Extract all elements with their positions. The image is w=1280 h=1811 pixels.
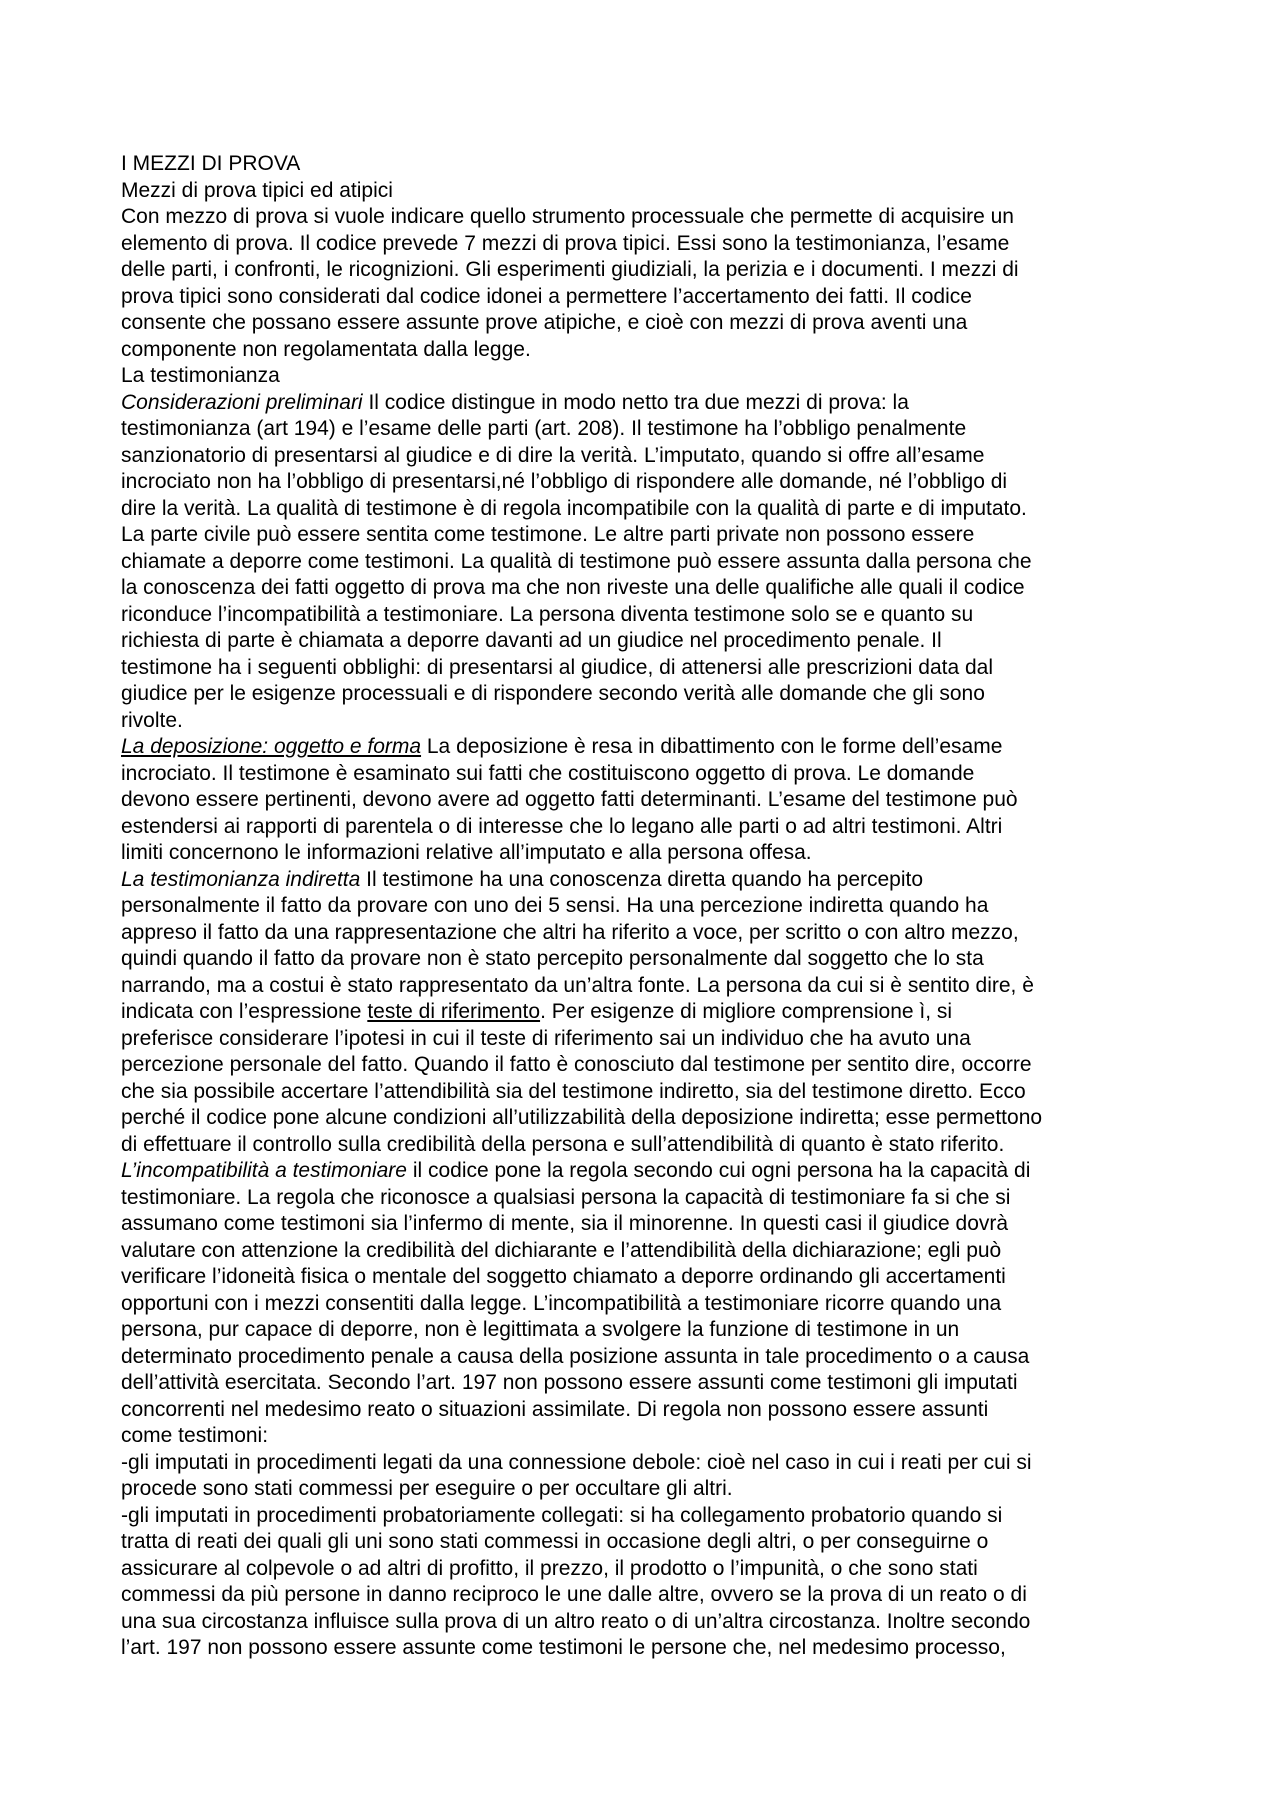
text-line [121,1582,1171,1609]
text-line [121,814,1171,841]
text-line [121,337,1171,364]
text-line [121,204,1171,231]
line-text: chiamate a deporre come testimoni. La qualità di testimone può essere assunta dalla persona che [121,549,1032,573]
line-text: come testimoni: [121,1424,269,1447]
text-line [121,1105,1171,1132]
line-text: La parte civile può essere sentita come testimone. Le altre parti private non possono essere [121,523,975,546]
line-text: perché il codice pone alcune condizioni all’utilizzabilità della deposizione indiretta; esse permettono [121,1106,1043,1129]
document-title: I MEZZI DI PROVA [121,152,301,175]
text-line [121,496,1171,523]
line-text: una sua circostanza influisce sulla prova di un altro reato o di un’altra circostanza. Inoltre secondo [121,1609,1031,1633]
line-text: delle parti, i confronti, le ricognizioni. Gli esperimenti giudiziali, la perizia e i documenti. I mezzi di [121,258,1019,281]
line-text: dell’attività esercitata. Secondo l’art. 197 non possono essere assunti come testimoni gli imputati [121,1371,1018,1394]
line-text: il codice pone la regola secondo cui ogni persona ha la capacità di [406,1159,1031,1182]
text-line [121,628,1171,655]
text-line [121,973,1171,1000]
line-text: limiti concernono le informazioni relative all’imputato e alla persona offesa. [121,841,812,864]
text-line [121,893,1171,920]
text-line [121,1344,1171,1371]
line-text: -gli imputati in procedimenti probatoriamente collegati: si ha collegamento probatorio quando si [121,1503,1003,1527]
line-text: -gli imputati in procedimenti legati da una connessione debole: cioè nel caso in cui i reati per cui si [121,1450,1032,1474]
section-heading: La testimonianza indiretta [121,867,361,891]
text-line [121,284,1171,311]
line-text: testimonianza (art 194) e l’esame delle parti (art. 208). Il testimone ha l’obbligo penalmente [121,417,967,440]
line-text: consente che possano essere assunte prove atipiche, e cioè con mezzi di prova aventi una [121,311,968,334]
line-text: prova tipici sono considerati dal codice idonei a permettere l’accertamento dei fatti. Il codice [121,284,972,308]
text-line [121,1529,1171,1556]
line-text: procede sono stati commessi per eseguire o per occultare gli altri. [121,1477,733,1500]
text-line [121,1238,1171,1265]
text-line [121,416,1171,443]
line-text: che sia possibile accertare l’attendibilità sia del testimone indiretto, sia del testimone diretto. Ecco [121,1079,1026,1103]
line-text: opportuni con i mezzi consentiti dalla legge. L’incompatibilità a testimoniare ricorre quando una [121,1291,1002,1315]
line-text: Il codice distingue in modo netto tra due mezzi di prova: la [362,390,909,414]
text-line [121,257,1171,284]
line-text: narrando, ma a costui è stato rappresentato da un’altra fonte. La persona da cui si è sentito dire, è [121,973,1034,997]
line-text: assicurare al colpevole o ad altri di profitto, il prezzo, il prodotto o l’impunità, o che sono stati [121,1556,978,1580]
underlined-term: teste di riferimento [367,1000,541,1023]
line-text: testimoniare. La regola che riconosce a qualsiasi persona la capacità di testimoniare fa si che si [121,1185,1011,1209]
text-line [121,602,1171,629]
section-heading: La deposizione: oggetto e forma [121,735,422,758]
line-text: preferisce considerare l’ipotesi in cui il teste di riferimento sai un individuo che ha avuto una [121,1026,971,1050]
line-text: incrociato non ha l’obbligo di presentarsi,né l’obbligo di rispondere alle domande, né l’obbligo di [121,470,1008,493]
text-line [121,1476,1171,1503]
line-text: estendersi ai rapporti di parentela o di interesse che lo legano alle parti o ad altri testimoni. Altri [121,814,1003,838]
section-heading: L’incompatibilità a testimoniare [121,1159,407,1182]
text-line [121,840,1171,867]
line-text: commessi da più persone in danno reciproco le une dalle altre, ovvero se la prova di un reato o di [121,1583,1027,1606]
text-line [121,469,1171,496]
text-line [121,522,1171,549]
text-line [121,1079,1171,1106]
line-text: Il testimone ha una conoscenza diretta quando ha percepito [360,867,924,891]
text-line [121,1158,1171,1185]
line-text: La testimonianza [121,364,280,387]
text-line [121,1556,1171,1583]
text-line [121,363,1171,390]
text-line [121,946,1171,973]
line-text: tratta di reati dei quali gli uni sono stati commessi in occasione degli altri, o per conseguirne o [121,1530,989,1553]
text-line [121,681,1171,708]
text-line [121,1185,1171,1212]
text-line [121,1132,1171,1159]
text-line [121,1609,1171,1636]
text-line [121,390,1171,417]
document-subtitle: Mezzi di prova tipici ed atipici [121,178,393,202]
line-text: valutare con attenzione la credibilità del dichiarante e l’attendibilità della dichiarazione; egli può [121,1238,1002,1262]
line-text: persona, pur capace di deporre, non è legittimata a svolgere la funzione di testimone in un [121,1318,960,1341]
text-line [121,1052,1171,1079]
text-line [121,1026,1171,1053]
line-text: La deposizione è resa in dibattimento con le forme dell’esame [421,735,1003,758]
text-line [121,787,1171,814]
line-text: indicata con l’espressione [121,1000,368,1023]
text-line [121,708,1171,735]
line-text: riconduce l’incompatibilità a testimoniare. La persona diventa testimone solo se e quanto su [121,602,974,626]
text-line [121,920,1171,947]
line-text: determinato procedimento penale a causa della posizione assunta in tale procedimento o a causa [121,1344,1030,1368]
text-line [121,1317,1171,1344]
line-text: assumano come testimoni sia l’infermo di mente, sia il minorenne. In questi casi il giudice dovrà [121,1212,1009,1235]
text-line [121,867,1171,894]
line-text: sanzionatorio di presentarsi al giudice e di dire la verità. L’imputato, quando si offre all’esame [121,443,985,467]
text-line [121,1423,1171,1450]
line-text: la conoscenza dei fatti oggetto di prova ma che non riveste una delle qualifiche alle quali il codice [121,576,1025,599]
line-text: quindi quando il fatto da provare non è stato percepito personalmente dal soggetto che lo sta [121,947,984,970]
text-line [121,1291,1171,1318]
line-text: elemento di prova. Il codice prevede 7 mezzi di prova tipici. Essi sono la testimonianza, l’esame [121,231,1010,255]
line-text: l’art. 197 non possono essere assunte come testimoni le persone che, nel medesimo processo, [121,1636,1006,1659]
text-line [121,1397,1171,1424]
text-line [121,549,1171,576]
line-text: testimone ha i seguenti obblighi: di presentarsi al giudice, di attenersi alle prescrizioni data dal [121,655,994,679]
line-text: verificare l’idoneità fisica o mentale del soggetto chiamato a deporre ordinando gli accertamenti [121,1265,1006,1288]
text-line [121,999,1171,1026]
line-text: rivolte. [121,708,183,732]
line-text: percezione personale del fatto. Quando il fatto è conosciuto dal testimone per sentito dire, occorre [121,1053,1032,1076]
text-line [121,1635,1171,1662]
line-text: richiesta di parte è chiamata a deporre davanti ad un giudice nel procedimento penale. Il [121,629,942,652]
line-text: appreso il fatto da una rappresentazione che altri ha riferito a voce, per scritto o con altro mezzo, [121,920,1019,944]
text-line [121,1503,1171,1530]
text-line [121,231,1171,258]
text-line [121,1211,1171,1238]
text-line [121,1370,1171,1397]
text-line [121,1450,1171,1477]
line-text: devono essere pertinenti, devono avere ad oggetto fatti determinanti. L’esame del testimone può [121,788,1018,811]
text-line [121,575,1171,602]
line-text-tail: . Per esigenze di migliore comprensione ì, si [540,1000,953,1023]
line-text: componente non regolamentata dalla legge. [121,337,531,361]
text-line [121,443,1171,470]
text-line [121,310,1171,337]
line-text: giudice per le esigenze processuali e di rispondere secondo verità alle domande che gli sono [121,682,985,705]
line-text: personalmente il fatto da provare con uno dei 5 sensi. Ha una percezione indiretta quando ha [121,894,989,917]
line-text: di effettuare il controllo sulla credibilità della persona e sull’attendibilità di quanto è stato riferito. [121,1132,1005,1156]
text-line [121,761,1171,788]
text-line [121,734,1171,761]
text-line [121,655,1171,682]
text-line [121,1264,1171,1291]
document-body [121,151,1171,1662]
line-text: incrociato. Il testimone è esaminato sui fatti che costituiscono oggetto di prova. Le domande [121,761,975,785]
line-text: dire la verità. La qualità di testimone è di regola incompatibile con la qualità di parte e di imputato. [121,496,1027,520]
section-heading: Considerazioni preliminari [121,390,363,414]
line-text: concorrenti nel medesimo reato o situazioni assimilate. Di regola non possono essere assunti [121,1397,989,1421]
line-text: Con mezzo di prova si vuole indicare quello strumento processuale che permette di acquisire un [121,205,1014,228]
